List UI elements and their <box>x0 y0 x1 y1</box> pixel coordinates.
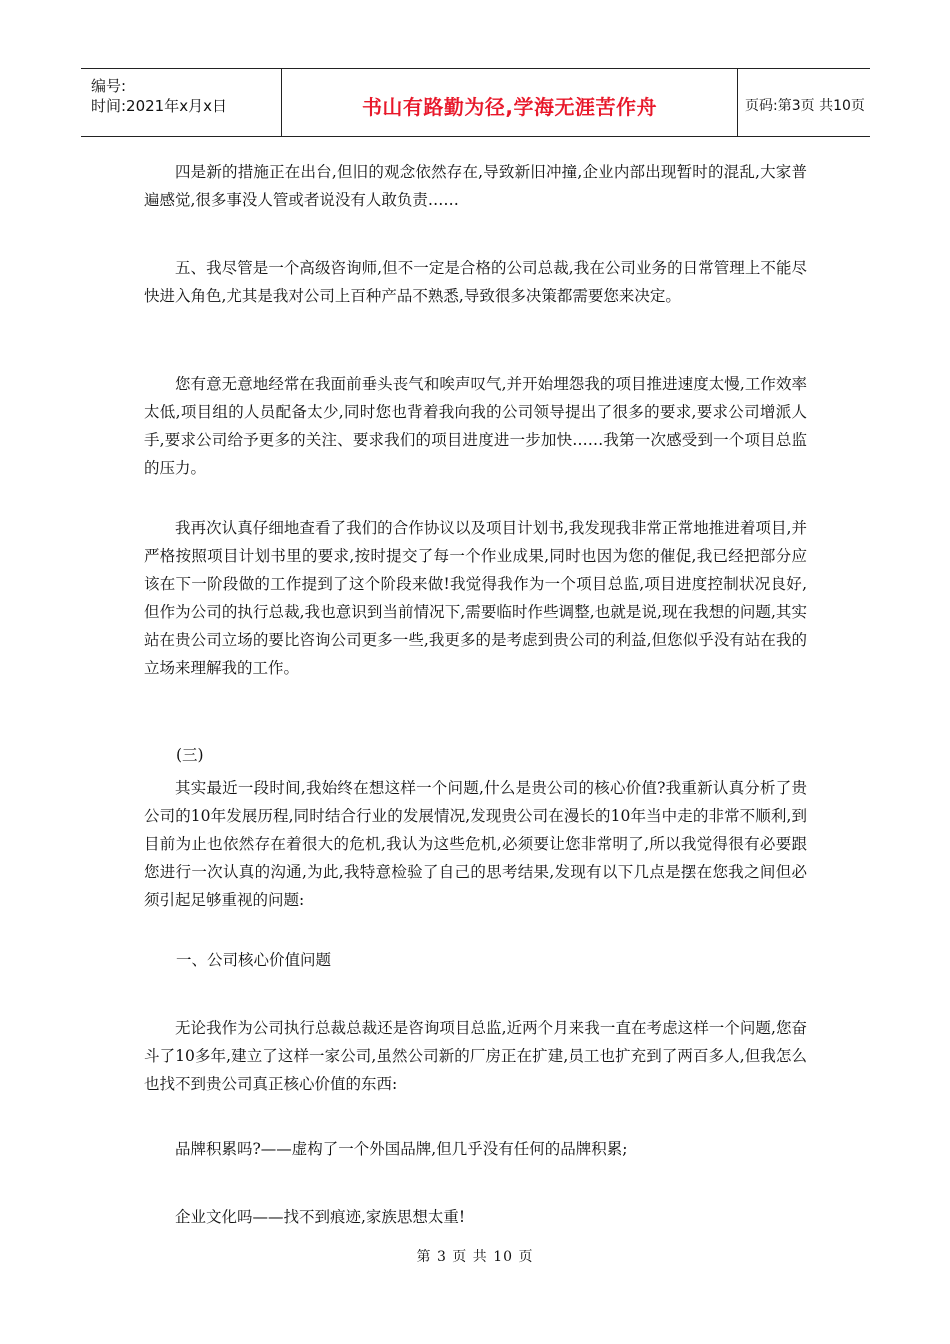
header-motto-cell <box>281 69 738 136</box>
header-motto: 书山有路勤为径,学海无涯苦作舟 <box>361 95 658 119</box>
paragraph: 其实最近一段时间,我始终在想这样一个问题,什么是贵公司的核心价值?我重新认真分析了贵公司的10年发展历程,同时结合行业的发展情况,发现贵公司在漫长的10年当中走的非常不顺利,到目前为止也依然存在着很大的危机,我认为这些危机,必须要让您非常明了,所以我觉得很有必要跟您进行一次认真的沟通,为此,我特意检验了自己的思考结果,发现有以下几点是摆在您我之间但必须引起足够重视的问题: <box>144 779 807 909</box>
paragraph: 品牌积累吗?——虚构了一个外国品牌,但几乎没有任何的品牌积累; <box>175 1140 628 1158</box>
paragraph: 我再次认真仔细地查看了我们的合作协议以及项目计划书,我发现我非常正常地推进着项目,并严格按照项目计划书里的要求,按时提交了每一个作业成果,同时也因为您的催促,我已经把部分应该在下一阶段做的工作提到了这个阶段来做!我觉得我作为一个项目总监,项目进度控制状况良好,但作为公司的执行总裁,我也意识到当前情况下,需要临时作些调整,也就是说,现在我想的问题,其实站在贵公司立场的要比咨询公司更多一些,我更多的是考虑到贵公司的利益,但您似乎没有站在我的立场来理解我的工作。 <box>144 519 807 677</box>
header-page-cell <box>737 69 870 136</box>
paragraph: 您有意无意地经常在我面前垂头丧气和唉声叹气,并开始埋怨我的项目推进速度太慢,工作效率太低,项目组的人员配备太少,同时您也背着我向我的公司领导提出了很多的要求,要求公司增派人手,要求公司给予更多的关注、要求我们的项目进度进一步加快……我第一次感受到一个项目总监的压力。 <box>144 375 807 477</box>
paragraph: 五、我尽管是一个高级咨询师,但不一定是合格的公司总裁,我在公司业务的日常管理上不能尽快进入角色,尤其是我对公司上百种产品不熟悉,导致很多决策都需要您来决定。 <box>144 259 807 305</box>
paragraph: 企业文化吗——找不到痕迹,家族思想太重! <box>175 1208 466 1226</box>
document-date-label: 时间:2021年x月x日 <box>91 97 227 115</box>
header-page-number: 页码:第3页 共10页 <box>745 98 865 114</box>
page-footer: 第 3 页 共 10 页 <box>416 1249 534 1265</box>
paragraph: 无论我作为公司执行总裁总裁还是咨询项目总监,近两个月来我一直在考虑这样一个问题,您奋斗了10多年,建立了这样一家公司,虽然公司新的厂房正在扩建,员工也扩充到了两百多人,但我怎么也找不到贵公司真正核心价值的东西: <box>144 1019 807 1093</box>
document-code-label: 编号: <box>91 77 127 95</box>
header-info-cell <box>81 69 281 136</box>
section-heading: (三) <box>176 746 204 764</box>
subsection-heading: 一、公司核心价值问题 <box>176 951 332 969</box>
page-header <box>81 68 870 137</box>
paragraph: 四是新的措施正在出台,但旧的观念依然存在,导致新旧冲撞,企业内部出现暂时的混乱,大家普遍感觉,很多事没人管或者说没有人敢负责…… <box>144 163 807 209</box>
